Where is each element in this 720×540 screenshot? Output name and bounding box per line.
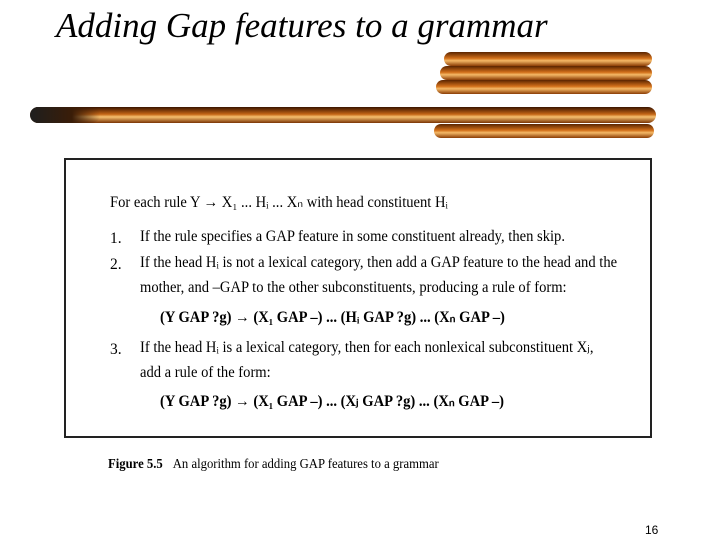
item-2-line-2: mother, and –GAP to the other subconstituents, producing a rule of form:	[140, 279, 567, 296]
decorative-bar	[440, 66, 652, 80]
caption-label: Figure 5.5	[108, 456, 163, 471]
item-number: 3.	[110, 341, 122, 358]
figure-frame	[64, 158, 652, 438]
caption-text: An algorithm for adding GAP features to a grammar	[172, 456, 439, 471]
item-3-formula: (Y GAP ?g) → (X₁ GAP –) ... (Xⱼ GAP ?g) ... (Xₙ GAP –)	[160, 393, 505, 410]
item-number: 1.	[110, 230, 122, 247]
slide-title: Adding Gap features to a grammar	[56, 6, 548, 45]
decorative-bars	[30, 48, 664, 148]
decorative-bar	[444, 52, 652, 66]
decorative-bar-main	[30, 107, 656, 123]
item-1-line-1: If the rule specifies a GAP feature in some constituent already, then skip.	[140, 228, 565, 245]
item-2-line-1: If the head Hᵢ is not a lexical category, then add a GAP feature to the head and the	[140, 254, 618, 271]
item-3-line-1: If the head Hᵢ is a lexical category, then for each nonlexical subconstituent Xⱼ,	[140, 339, 594, 356]
item-3-line-2: add a rule of the form:	[140, 364, 271, 381]
figure-intro: For each rule Y → X₁ ... Hᵢ ... Xₙ with head constituent Hᵢ	[110, 194, 448, 211]
figure-caption	[108, 456, 439, 472]
item-number: 2.	[110, 256, 122, 273]
decorative-bar	[434, 124, 654, 138]
item-2-formula: (Y GAP ?g) → (X₁ GAP –) ... (Hᵢ GAP ?g) ... (Xₙ GAP –)	[160, 309, 505, 326]
decorative-bar	[436, 80, 652, 94]
page-number: 16	[645, 523, 659, 537]
